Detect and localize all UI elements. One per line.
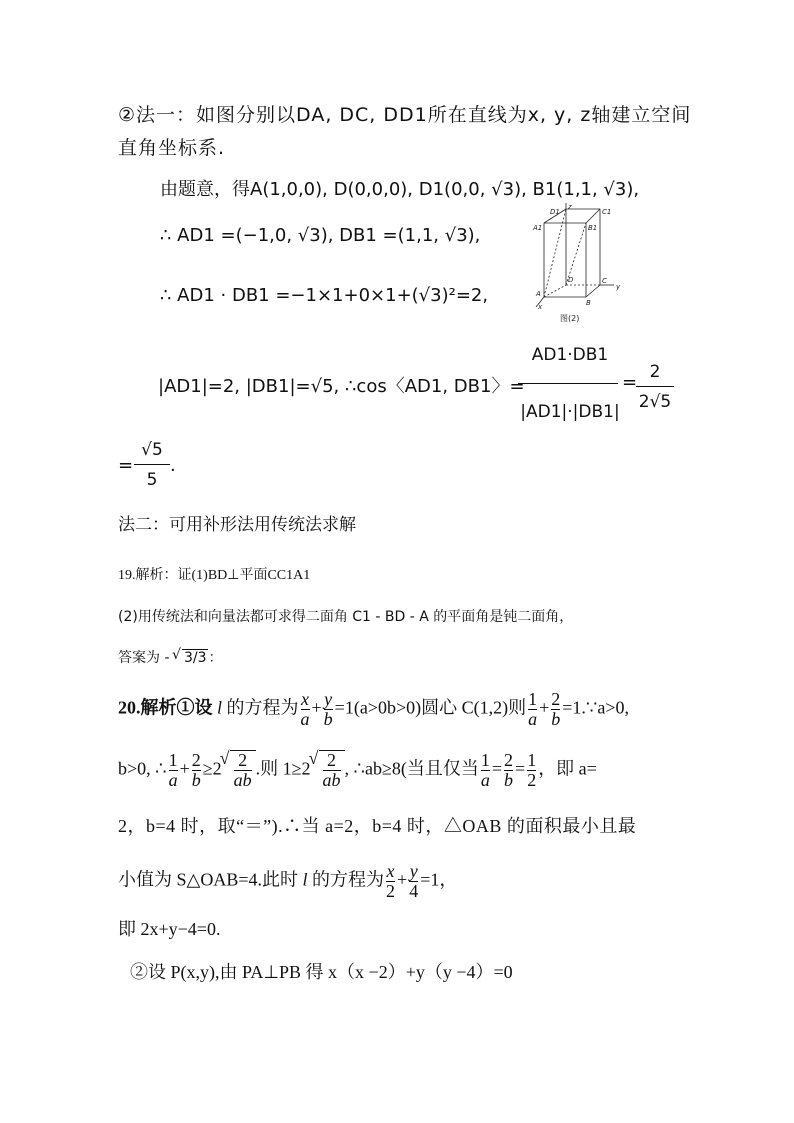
fig-label: y — [616, 283, 621, 291]
dot-product: ∴ AD1 · DB1 =−1×1+0×1+(√3)²=2, — [160, 285, 489, 306]
q20-line1: 20.解析①设 l 的方程为 $\frac{x}{a}$ + $\frac{y}{b}$ =1(a>0b>0)圆心 C(1,2)则 $\frac{1}{a}$ + $\frac{2}{b}$ =1.∵a>0, — [118, 689, 630, 729]
fig-label: C1 — [602, 208, 612, 216]
result-denominator: 5 — [146, 470, 158, 490]
given-points: 由题意，得A(1,0,0), D(0,0,0), D1(0,0, √3), B1(1,1, √3), — [160, 179, 640, 200]
fig-label: C — [602, 277, 607, 285]
cuboid-figure — [530, 203, 626, 323]
eq-denominator: 2√5 — [638, 392, 672, 412]
fig-label: D — [568, 276, 574, 284]
result-numerator: √5 — [141, 440, 163, 460]
q20-line5: 即 2x+y−4=0. — [118, 919, 221, 939]
cos-frac-bar — [518, 383, 618, 384]
norms-cos: |AD1|=2, |DB1|=√5, ∴cos〈AD1, DB1〉= — [158, 376, 525, 397]
figure-caption: 图(2) — [560, 314, 580, 323]
result-equals: = — [118, 455, 134, 476]
q20-line4: 小值为 S△OAB=4.此时 l 的方程为 $\frac{x}{2}$ + $\frac{y}{4}$ =1， — [118, 861, 458, 901]
q20-line2: b>0, ∴ $\frac{1}{a}$ + $\frac{2}{b}$ ≥2 √ $\frac{2}{ab}$ .则 1≥2 √ $\frac{2}{ab}$ , ∴ab≥8(当且仅当 $\frac{1}{a}$ = $\frac{2}{b}$ = $\frac{1}{2}$ ，即 a= — [118, 750, 597, 790]
q20-line3: 2，b=4 时，取“＝”).∴当 a=2，b=4 时，△OAB 的面积最小且最 — [118, 816, 637, 836]
method2: 法二：可用补形法用传统法求解 — [118, 515, 356, 535]
equals-sign: = — [622, 372, 638, 393]
result-period: . — [170, 455, 176, 476]
fig-label: x — [538, 303, 543, 311]
fig-label: B — [586, 299, 591, 307]
cos-frac-denominator: |AD1|·|DB1| — [520, 402, 620, 422]
eq-numerator: 2 — [649, 362, 661, 382]
cos-frac-numerator: AD1·DB1 — [531, 345, 609, 365]
method1-line1: ②法一：如图分别以DA, DC, DD1所在直线为x, y, z轴建立空间 — [118, 104, 692, 126]
q19-line2: (2)用传统法和向量法都可求得二面角 C1 - BD - A 的平面角是钝二面角， — [118, 609, 574, 625]
fig-label: A1 — [533, 224, 543, 232]
fig-label: z — [568, 203, 572, 211]
method1-line2: 直角坐标系. — [118, 137, 226, 159]
q19-line3: 答案为 - √ 3/3 ： — [118, 647, 222, 667]
fig-label: B1 — [588, 224, 598, 232]
result-bar — [134, 464, 170, 465]
eq-bar — [636, 386, 674, 387]
fig-label: A — [536, 290, 541, 298]
vector-ad1-db1: ∴ AD1 =(−1,0, √3), DB1 =(1,1, √3), — [160, 225, 481, 246]
q20-line6: ②设 P(x,y),由 PA⊥PB 得 x（x −2）+y（y −4）=0 — [130, 962, 513, 982]
sqrt-three-over-three: √ 3/3 — [182, 649, 209, 666]
fig-label: D1 — [550, 208, 560, 216]
q19-line1: 19.解析：证(1)BD⊥平面CC1A1 — [118, 568, 311, 583]
